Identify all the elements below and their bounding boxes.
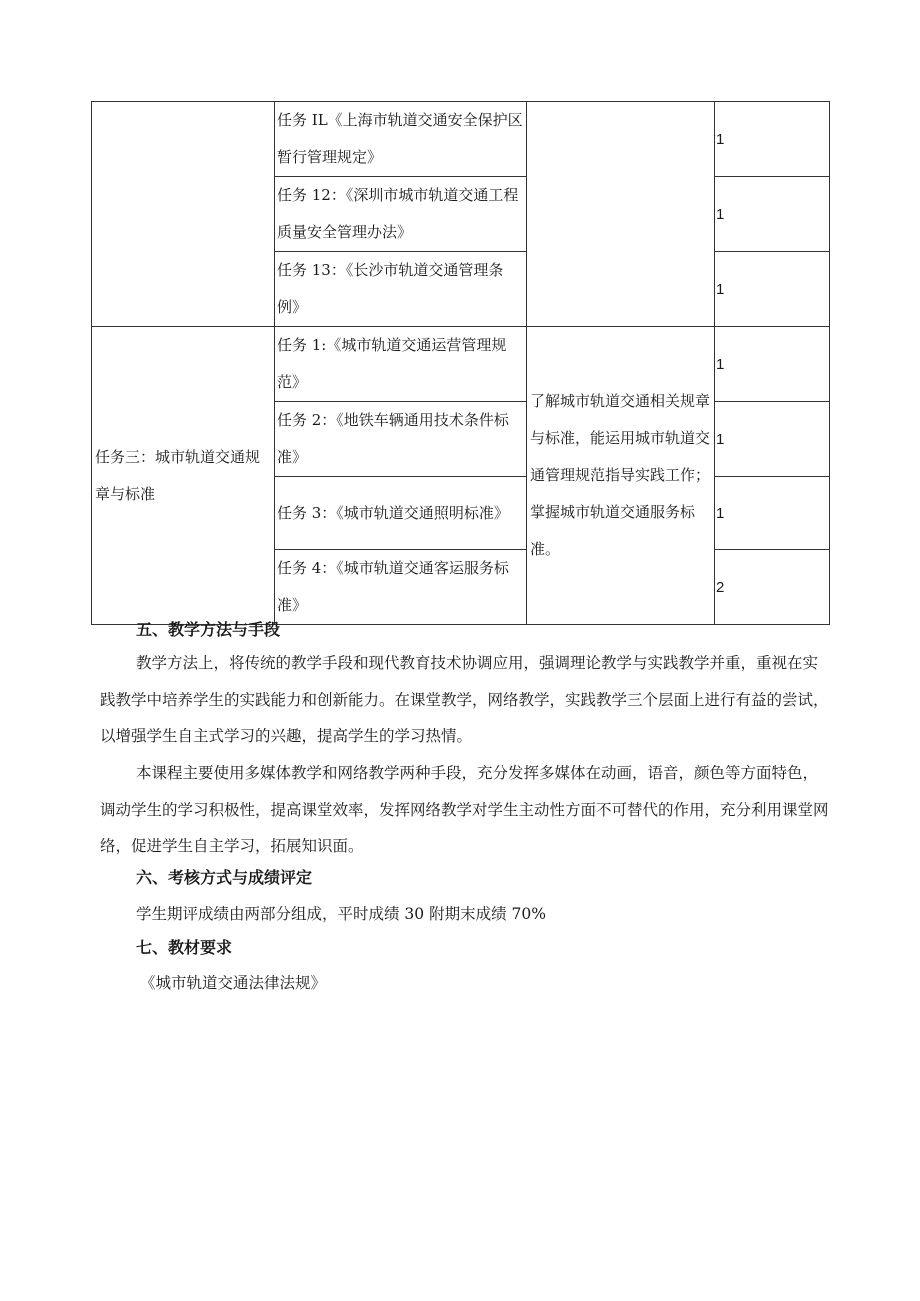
hours-cell: 1 (715, 177, 830, 252)
table-row (92, 327, 830, 402)
subtask-cell: 任务 2：《地铁车辆通用技术条件标准》 (275, 402, 527, 477)
subtask-cell: 任务 4：《城市轨道交通客运服务标准》 (275, 550, 527, 625)
task-name-cell (92, 102, 275, 327)
subtask-cell: 任务 12：《深圳市城市轨道交通工程质量安全管理办法》 (275, 177, 527, 252)
assessment-text: 学生期评成绩由两部分组成，平时成绩 30 附期末成绩 70% (136, 905, 546, 923)
section-heading-textbook: 七、教材要求 (136, 938, 233, 957)
course-task-table (91, 101, 830, 625)
textbook-title: 《城市轨道交通法律法规》 (140, 974, 327, 992)
section-heading-teaching-methods: 五、教学方法与手段 (136, 620, 281, 639)
hours-cell: 1 (715, 327, 830, 402)
subtask-cell: 任务 IL《上海市轨道交通安全保护区暂行管理规定》 (275, 102, 527, 177)
table-row (92, 102, 830, 177)
teaching-methods-paragraph-2: 本课程主要使用多媒体教学和网络教学两种手段，充分发挥多媒体在动画，语音，颜色等方面特色，调动学生的学习积极性，提高课堂效率，发挥网络教学对学生主动性方面不可替代的作用，充分利用课堂网络，促进学生自主学习，拓展知识面。 (100, 764, 829, 855)
section-heading-assessment: 六、考核方式与成绩评定 (136, 868, 313, 887)
teaching-methods-paragraph-1: 教学方法上，将传统的教学手段和现代教育技术协调应用，强调理论教学与实践教学并重，重视在实践教学中培养学生的实践能力和创新能力。在课堂教学，网络教学，实践教学三个层面上进行有益的尝试，以增强学生自主式学习的兴趣，提高学生的学习热情。 (100, 654, 829, 745)
hours-cell: 1 (715, 102, 830, 177)
subtask-cell: 任务 1:《城市轨道交通运营管理规范》 (275, 327, 527, 402)
hours-cell: 1 (715, 252, 830, 327)
goal-cell: 了解城市轨道交通相关规章与标准，能运用城市轨道交通管理规范指导实践工作；掌握城市轨道交通服务标准。 (527, 327, 715, 625)
subtask-cell: 任务 13：《长沙市轨道交通管理条例》 (275, 252, 527, 327)
subtask-cell: 任务 3：《城市轨道交通照明标准》 (275, 477, 527, 550)
task-name-cell: 任务三：城市轨道交通规章与标准 (92, 327, 275, 625)
goal-cell (527, 102, 715, 327)
hours-cell: 1 (715, 402, 830, 477)
hours-cell: 2 (715, 550, 830, 625)
hours-cell: 1 (715, 477, 830, 550)
